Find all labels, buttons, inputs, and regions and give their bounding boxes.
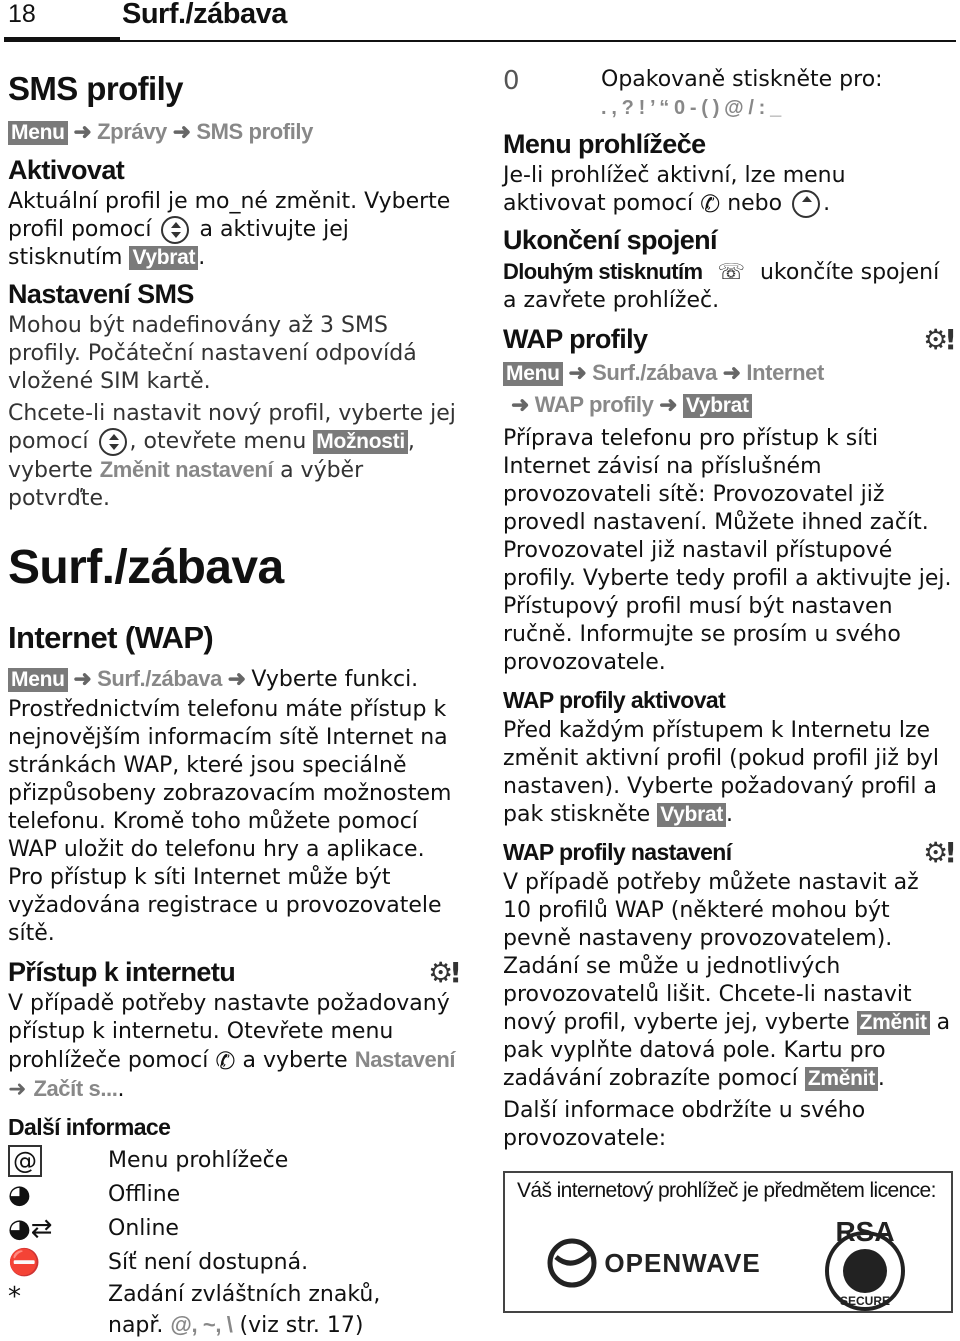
globe-arrows-icon: ◕⇄ [8, 1214, 53, 1244]
running-header-title: Surf./zábava [122, 0, 287, 30]
globe-icon: ◕ [8, 1180, 31, 1210]
wap-activate-heading: WAP profily aktivovat [503, 687, 726, 713]
rsa-secure-logo [820, 1213, 910, 1313]
surf-heading: Surf./zábava [8, 541, 284, 594]
access-text: V případě potřeby nastavte požadovaný přístup k internetu. Otevřete menu prohlížeče pomocí ✆ a vyberte Nastavení ➜ Začít s.... [8, 991, 456, 1102]
arrow-icon: ➜ [722, 360, 741, 385]
provider-dependent-icon: ⚙! [428, 955, 458, 989]
path-item: Vyberte funkci. [251, 667, 419, 692]
right-column [503, 66, 953, 1313]
change-key: Změnit [857, 1011, 930, 1035]
end-connection-text: Dlouhým stisknutím ☏ ukončíte spojení a zavřete prohlížeč. [503, 259, 940, 313]
phone-icon: ✆ [700, 190, 721, 218]
star-key-icon: * [8, 1282, 21, 1312]
nav-up-icon [792, 190, 820, 218]
menu-key: Menu [8, 121, 68, 145]
list-item: ◕ Offline [8, 1180, 181, 1210]
menu-key: Menu [8, 668, 68, 692]
arrow-icon: ➜ [73, 666, 92, 691]
nav-key-icon [99, 428, 127, 456]
select-key: Vybrat [129, 246, 198, 270]
select-key: Vybrat [657, 803, 726, 827]
sms-profiles-path [8, 116, 458, 148]
no-entry-icon: ⛔ [8, 1248, 41, 1278]
arrow-icon: ➜ [227, 666, 246, 691]
browser-menu-text: Je-li prohlížeč aktivní, lze menu aktivovat pomocí ✆ nebo . [503, 163, 846, 218]
internet-path [8, 663, 458, 696]
list-item: @ Menu prohlížeče [8, 1144, 458, 1178]
zero-key-row: 0 Opakovaně stiskněte pro: . , ? ! ’ “ 0 - ( ) @ / : _ [503, 66, 953, 122]
change-key: Změnit [805, 1067, 878, 1091]
more-info-heading: Další informace [8, 1114, 171, 1140]
arrow-icon: ➜ [172, 119, 191, 144]
menu-key: Menu [503, 362, 563, 386]
path-item: SMS profily [196, 119, 313, 144]
arrow-icon: ➜ [568, 360, 587, 385]
provider-dependent-icon: ⚙! [923, 322, 953, 356]
arrow-icon: ➜ [8, 1077, 27, 1102]
browser-menu-heading: Menu prohlížeče [503, 129, 706, 159]
wap-settings-text: V případě potřeby můžete nastavit až 10 profilů WAP (některé mohou být pevně nastaveny provozovatelem). Zadání se může u jednotlivých provozovatelů lišit. Chcete-li nastavit nový profil, vyberte jej, vyberte Změnit a pak vyplňte datová pole. Kartu pro zadávání zobrazíte pomocí Změnit . [503, 870, 951, 1091]
wap-settings-heading: WAP profily nastavení [503, 839, 732, 865]
list-item: ⛔ Síť není dostupná. [8, 1248, 309, 1278]
wap-profiles-heading: WAP profily [503, 324, 648, 354]
activate-heading: Aktivovat [8, 155, 125, 185]
zero-key: 0 [503, 66, 520, 96]
openwave-logo: OPENWAVE [546, 1237, 760, 1289]
more-info-list [8, 1144, 458, 1341]
options-key: Možnosti [313, 430, 408, 454]
internet-intro: Prostřednictvím telefonu máte přístup k nejnovějším informacím sítě Internet na stránkách WAP, které jsou speciálně přizpůsobeny zobrazovacím možnostem telefonu. Kromě toho můžete pomocí WAP uložit do telefonu hry a aplikace. Pro přístup k síti Internet může být vyžadována registrace u provozovatele sítě. [8, 697, 452, 946]
sms-settings-instructions: Chcete-li nastavit nový profil, vyberte jej pomocí , otevřete menu Možnosti , vyberte Změnit nastavení a výběr potvrďte. [8, 401, 456, 511]
sms-settings-text: Mohou být nadefinovány až 3 SMS profily. Počáteční nastavení odpovídá vložené SIM kartě. [8, 313, 417, 394]
activate-text: Aktuální profil je mo_né změnit. Vyberte profil pomocí a aktivujte jej stisknutím Vybrat . [8, 189, 451, 270]
list-item: ◕⇄ Online [8, 1214, 179, 1244]
arrow-icon: ➜ [73, 119, 92, 144]
header-rule [120, 40, 956, 42]
select-key: Vybrat [683, 394, 752, 418]
page-number: 18 [8, 0, 36, 28]
licence-text: Váš internetový prohlížeč je předmětem licence: [517, 1179, 936, 1202]
path-item: Zprávy [97, 119, 167, 144]
access-heading: Přístup k internetu [8, 957, 236, 987]
header-rule-thick [4, 37, 120, 42]
svg-text:RSA: RSA [835, 1216, 895, 1247]
arrow-icon: ➜ [659, 392, 678, 417]
internet-heading: Internet (WAP) [8, 620, 214, 655]
wap-profiles-text: Příprava telefonu pro přístup k síti Internet závisí na příslušném provozovateli sítě: Provozovatel již provedl nastavení. Můžete ihned začít. Provozovatel již nastavil přístupové profily. Vyberte tedy profil a aktivujte jej. Přístupový profil musí být nastaven ručně. Informujte se prosím u svého provozovatele. [503, 426, 952, 675]
left-column [8, 62, 458, 1341]
more-info-text: Další informace obdržíte u svého provozovatele: [503, 1098, 866, 1151]
arrow-icon: ➜ [511, 392, 530, 417]
list-item: * Zadání zvláštních znaků, např. @, ~, \ (viz str. 17) [8, 1282, 381, 1338]
sms-settings-heading: Nastavení SMS [8, 279, 194, 309]
provider-dependent-icon: ⚙! [923, 835, 953, 869]
end-key-icon: ☏ [717, 260, 745, 285]
end-connection-heading: Ukončení spojení [503, 225, 717, 255]
wap-activate-text: Před každým přístupem k Internetu lze změnit aktivní profil (pokud profil již byl nastaven). Vyberte požadovaný profil a pak stiskněte Vybrat . [503, 718, 939, 827]
at-icon: @ [8, 1144, 108, 1178]
sms-profiles-heading: SMS profily [8, 70, 183, 107]
wap-profiles-path: Menu ➜ Surf./zábava ➜ Internet ➜ WAP profily ➜ Vybrat [503, 357, 953, 421]
phone-icon: ✆ [215, 1047, 236, 1075]
nav-key-icon [161, 216, 189, 244]
svg-text:SECURE: SECURE [839, 1294, 890, 1308]
path-item: Surf./zábava [97, 666, 222, 691]
licence-box [503, 1171, 953, 1313]
